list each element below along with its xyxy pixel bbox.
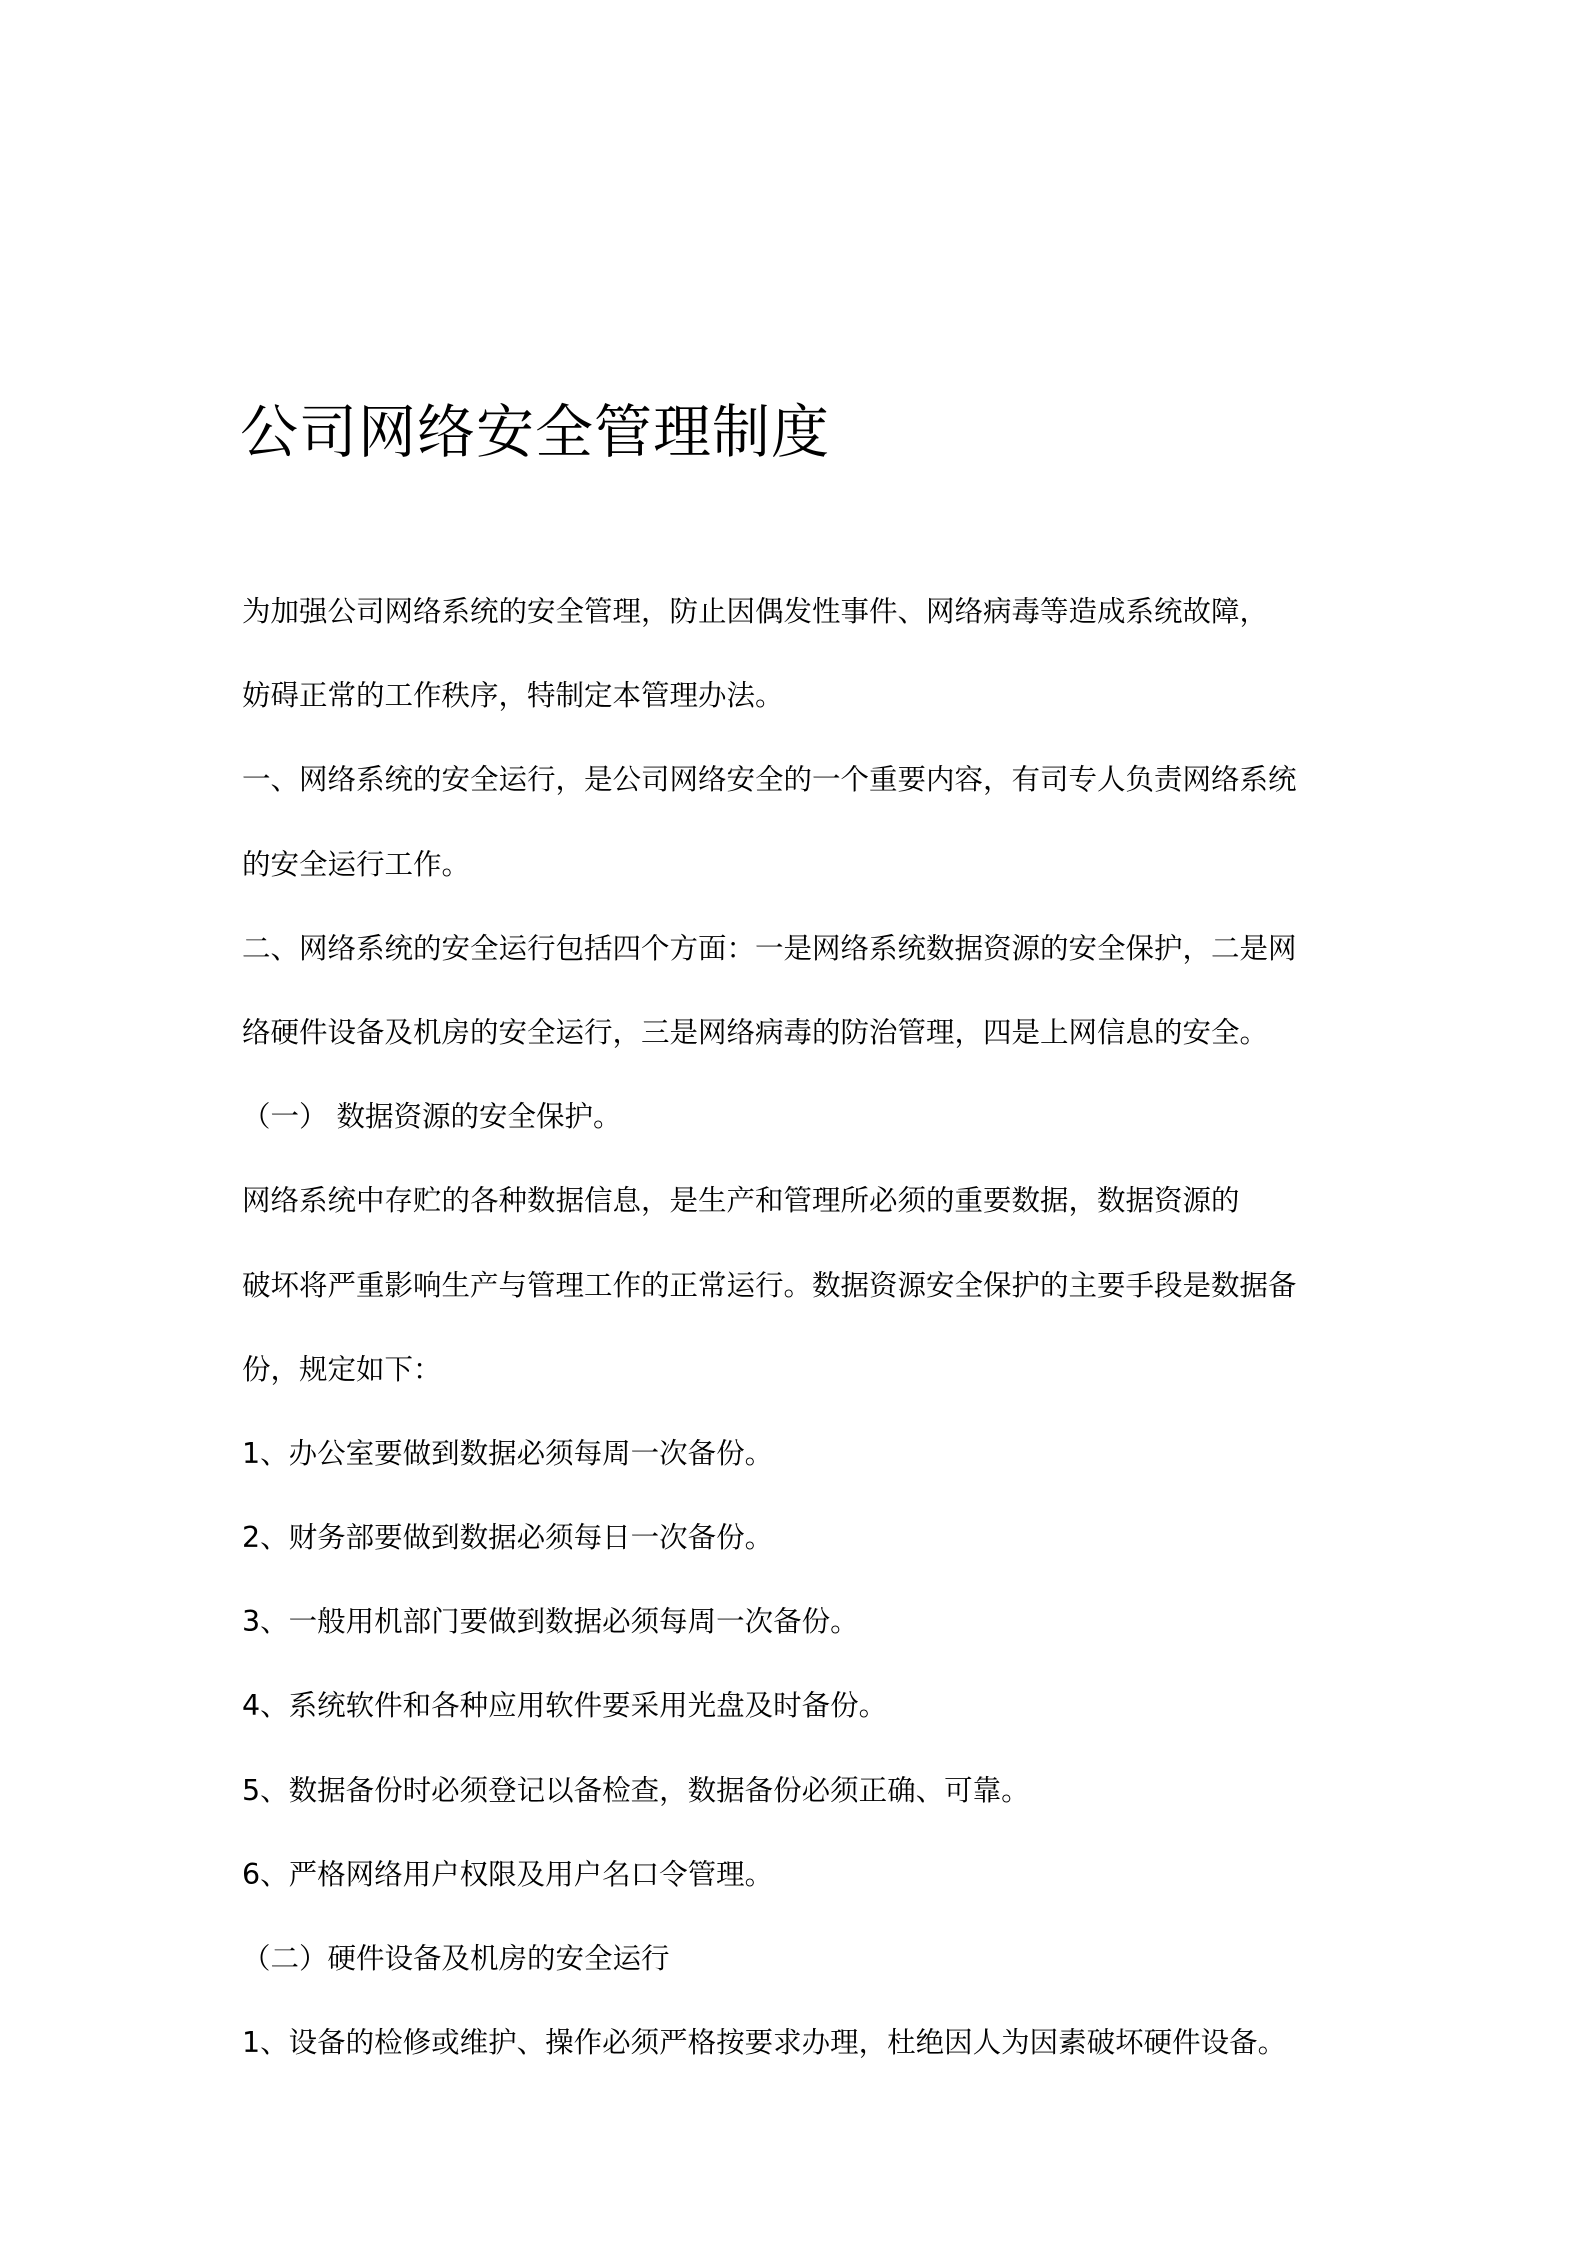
- section-two-line-1: 二、网络系统的安全运行包括四个方面：一是网络系统数据资源的安全保护，二是网: [242, 931, 1297, 965]
- subsection-heading-hardware: （二）硬件设备及机房的安全运行: [242, 1942, 670, 1975]
- rule-item-3: 3、一般用机部门要做到数据必须每周一次备份。: [242, 1605, 859, 1639]
- document-body: [242, 590, 1362, 2105]
- rule-item-2: 2、财务部要做到数据必须每日一次备份。: [242, 1521, 774, 1555]
- document-title: 公司网络安全管理制度: [240, 398, 831, 466]
- data-protection-paragraph-line-1: 网络系统中存贮的各种数据信息，是生产和管理所必须的重要数据，数据资源的: [242, 1184, 1240, 1218]
- section-one-line-2: 的安全运行工作。: [242, 847, 471, 881]
- rule-item-4: 4、系统软件和各种应用软件要采用光盘及时备份。: [242, 1689, 888, 1723]
- paragraph-intro-line-2: 妨碍正常的工作秩序，特制定本管理办法。: [242, 679, 784, 713]
- data-protection-paragraph-line-3: 份，规定如下：: [242, 1352, 442, 1386]
- section-one-line-1: 一、网络系统的安全运行，是公司网络安全的一个重要内容，有司专人负责网络系统: [242, 763, 1297, 797]
- rule-item-1: 1、办公室要做到数据必须每周一次备份。: [242, 1436, 774, 1470]
- rule-item-5: 5、数据备份时必须登记以备检查，数据备份必须正确、可靠。: [242, 1773, 1030, 1807]
- hardware-rule-item-1: 1、设备的检修或维护、操作必须严格按要求办理，杜绝因人为因素破坏硬件设备。: [242, 2026, 1287, 2060]
- subsection-heading-data-protection: （一） 数据资源的安全保护。: [242, 1100, 622, 1134]
- paragraph-intro-line-1: 为加强公司网络系统的安全管理，防止因偶发性事件、网络病毒等造成系统故障，: [242, 595, 1269, 628]
- rule-item-6: 6、严格网络用户权限及用户名口令管理。: [242, 1857, 774, 1891]
- section-two-line-2: 络硬件设备及机房的安全运行，三是网络病毒的防治管理，四是上网信息的安全。: [242, 1015, 1269, 1049]
- data-protection-paragraph-line-2: 破坏将严重影响生产与管理工作的正常运行。数据资源安全保护的主要手段是数据备: [242, 1268, 1297, 1302]
